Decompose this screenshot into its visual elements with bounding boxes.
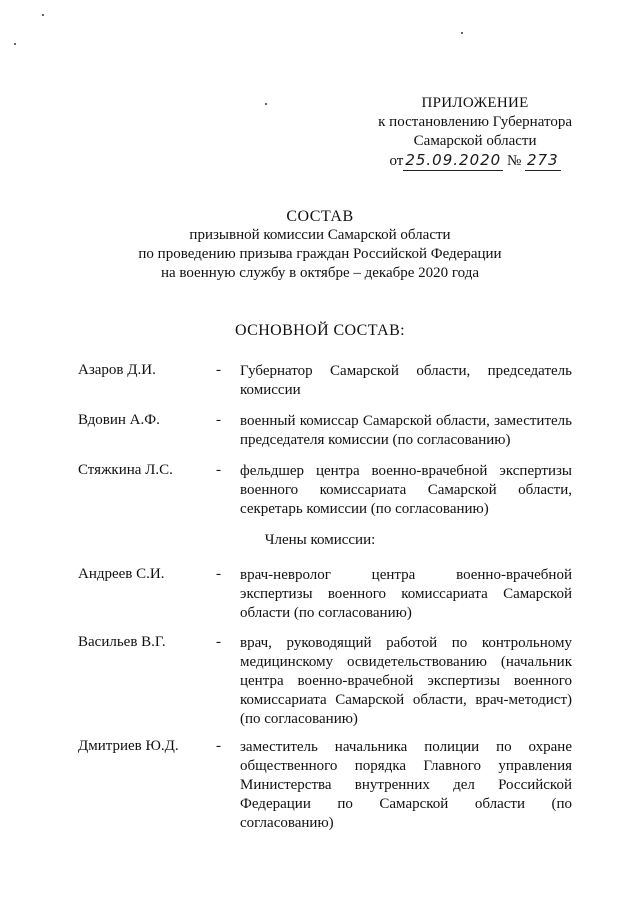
dash-separator: - — [216, 566, 221, 582]
member-name: Васильев В.Г. — [78, 634, 166, 650]
title-line-3: на военную службу в октябре – декабре 2020 года — [160, 265, 480, 281]
handwritten-number: 273 — [527, 151, 559, 169]
appendix-line-2: к постановлению Губернатора — [378, 114, 572, 130]
member-role: заместитель начальника полиции по охране общественного порядка Главного управления Министерства внутренних дел Российской Федерации по Самарской области (по согласованию) — [240, 739, 572, 831]
dash-separator: - — [216, 362, 221, 378]
appendix-title: ПРИЛОЖЕНИЕ — [421, 95, 529, 111]
member-name: Вдовин А.Ф. — [78, 412, 160, 428]
appendix-line-3: Самарской области — [413, 133, 537, 149]
number-sign: № — [506, 153, 522, 169]
member-name: Дмитриев Ю.Д. — [78, 738, 179, 754]
members-heading: Члены комиссии: — [264, 532, 376, 548]
handwritten-date: 25.09.2020 — [405, 151, 502, 169]
member-role: врач-невролог центра военно-врачебной экспертизы военного комиссариата Самарской области (по согласованию) — [240, 567, 572, 621]
scan-speck — [461, 32, 463, 34]
appendix-dateline — [378, 151, 572, 171]
scan-speck — [14, 43, 16, 45]
main-section-heading: ОСНОВНОЙ СОСТАВ: — [234, 322, 405, 339]
dash-separator: - — [216, 412, 221, 428]
scan-speck — [42, 14, 44, 16]
document-title — [0, 207, 640, 283]
appendix-block — [378, 94, 572, 171]
member-name: Андреев С.И. — [78, 566, 165, 582]
member-role: военный комиссар Самарской области, заместитель председателя комиссии (по согласованию) — [240, 413, 572, 448]
member-role: фельдшер центра военно-врачебной экспертизы военного комиссариата Самарской области, секретарь комиссии (по согласованию) — [240, 463, 572, 517]
title-line-2: по проведению призыва граждан Российской Федерации — [138, 246, 502, 262]
member-name: Стяжкина Л.С. — [78, 462, 173, 478]
member-role: врач, руководящий работой по контрольному медицинскому освидетельствованию (начальник центра военно-врачебной экспертизы военного комиссариата Самарской области, врач-методист) (по согласованию) — [240, 635, 572, 727]
title-line-1: призывной комиссии Самарской области — [189, 227, 451, 243]
title-heading: СОСТАВ — [286, 208, 354, 225]
dash-separator: - — [216, 462, 221, 478]
dash-separator: - — [216, 738, 221, 754]
date-prefix: от — [389, 153, 404, 169]
scan-speck — [265, 103, 267, 105]
dash-separator: - — [216, 634, 221, 650]
member-role: Губернатор Самарской области, председатель комиссии — [240, 363, 572, 398]
member-name: Азаров Д.И. — [78, 362, 156, 378]
